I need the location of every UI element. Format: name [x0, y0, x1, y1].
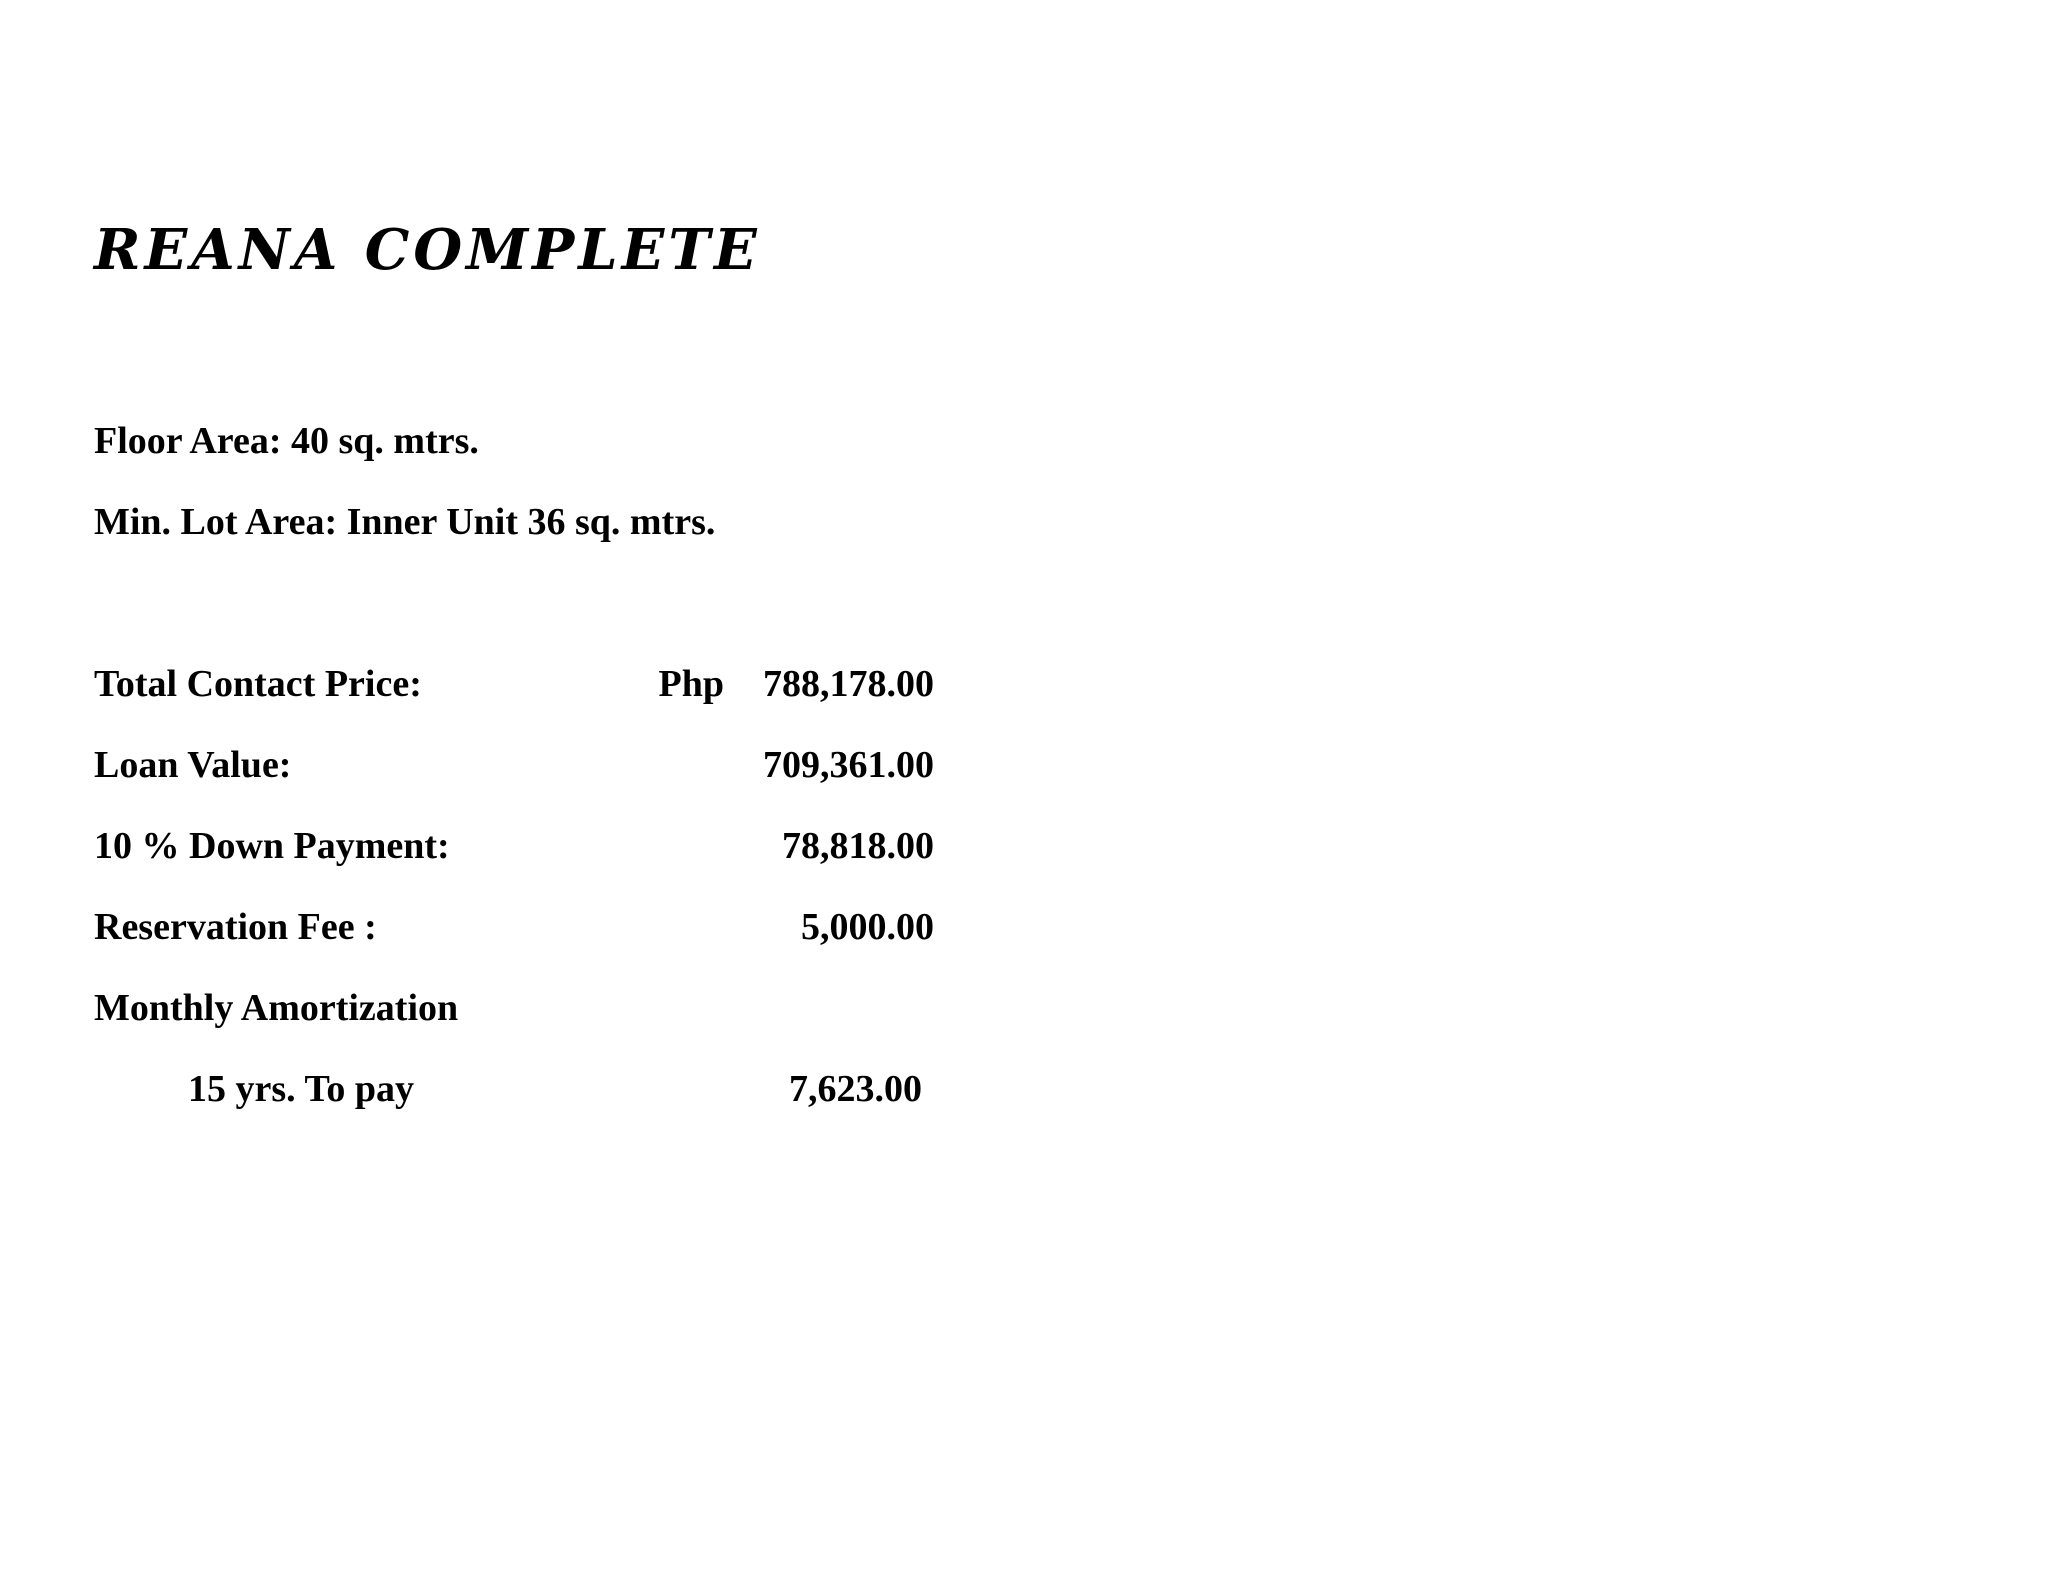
loan-value-row [94, 746, 934, 792]
reservation-fee-value: 5,000.00 [801, 906, 934, 948]
total-contract-price-label: Total Contact Price: [94, 663, 422, 705]
currency-label: Php [658, 663, 724, 705]
total-contract-price-row [94, 665, 934, 711]
down-payment-value: 78,818.00 [782, 825, 934, 867]
reservation-fee-label: Reservation Fee : [94, 906, 377, 948]
min-lot-area-line: Min. Lot Area: Inner Unit 36 sq. mtrs. [94, 501, 716, 543]
monthly-amortization-label: Monthly Amortization [94, 987, 459, 1029]
monthly-amortization-row [94, 989, 934, 1035]
total-contract-price-value: 788,178.00 [763, 663, 934, 705]
loan-value-value: 709,361.00 [763, 744, 934, 786]
down-payment-label: 10 % Down Payment: [94, 825, 450, 867]
term-row [94, 1070, 934, 1116]
down-payment-row [94, 827, 934, 873]
reservation-fee-row [94, 908, 934, 954]
loan-value-label: Loan Value: [94, 744, 292, 786]
page-title: REANA COMPLETE [94, 217, 761, 283]
term-value: 7,623.00 [789, 1068, 922, 1110]
term-label: 15 yrs. To pay [188, 1068, 414, 1110]
floor-area-line: Floor Area: 40 sq. mtrs. [94, 420, 479, 462]
